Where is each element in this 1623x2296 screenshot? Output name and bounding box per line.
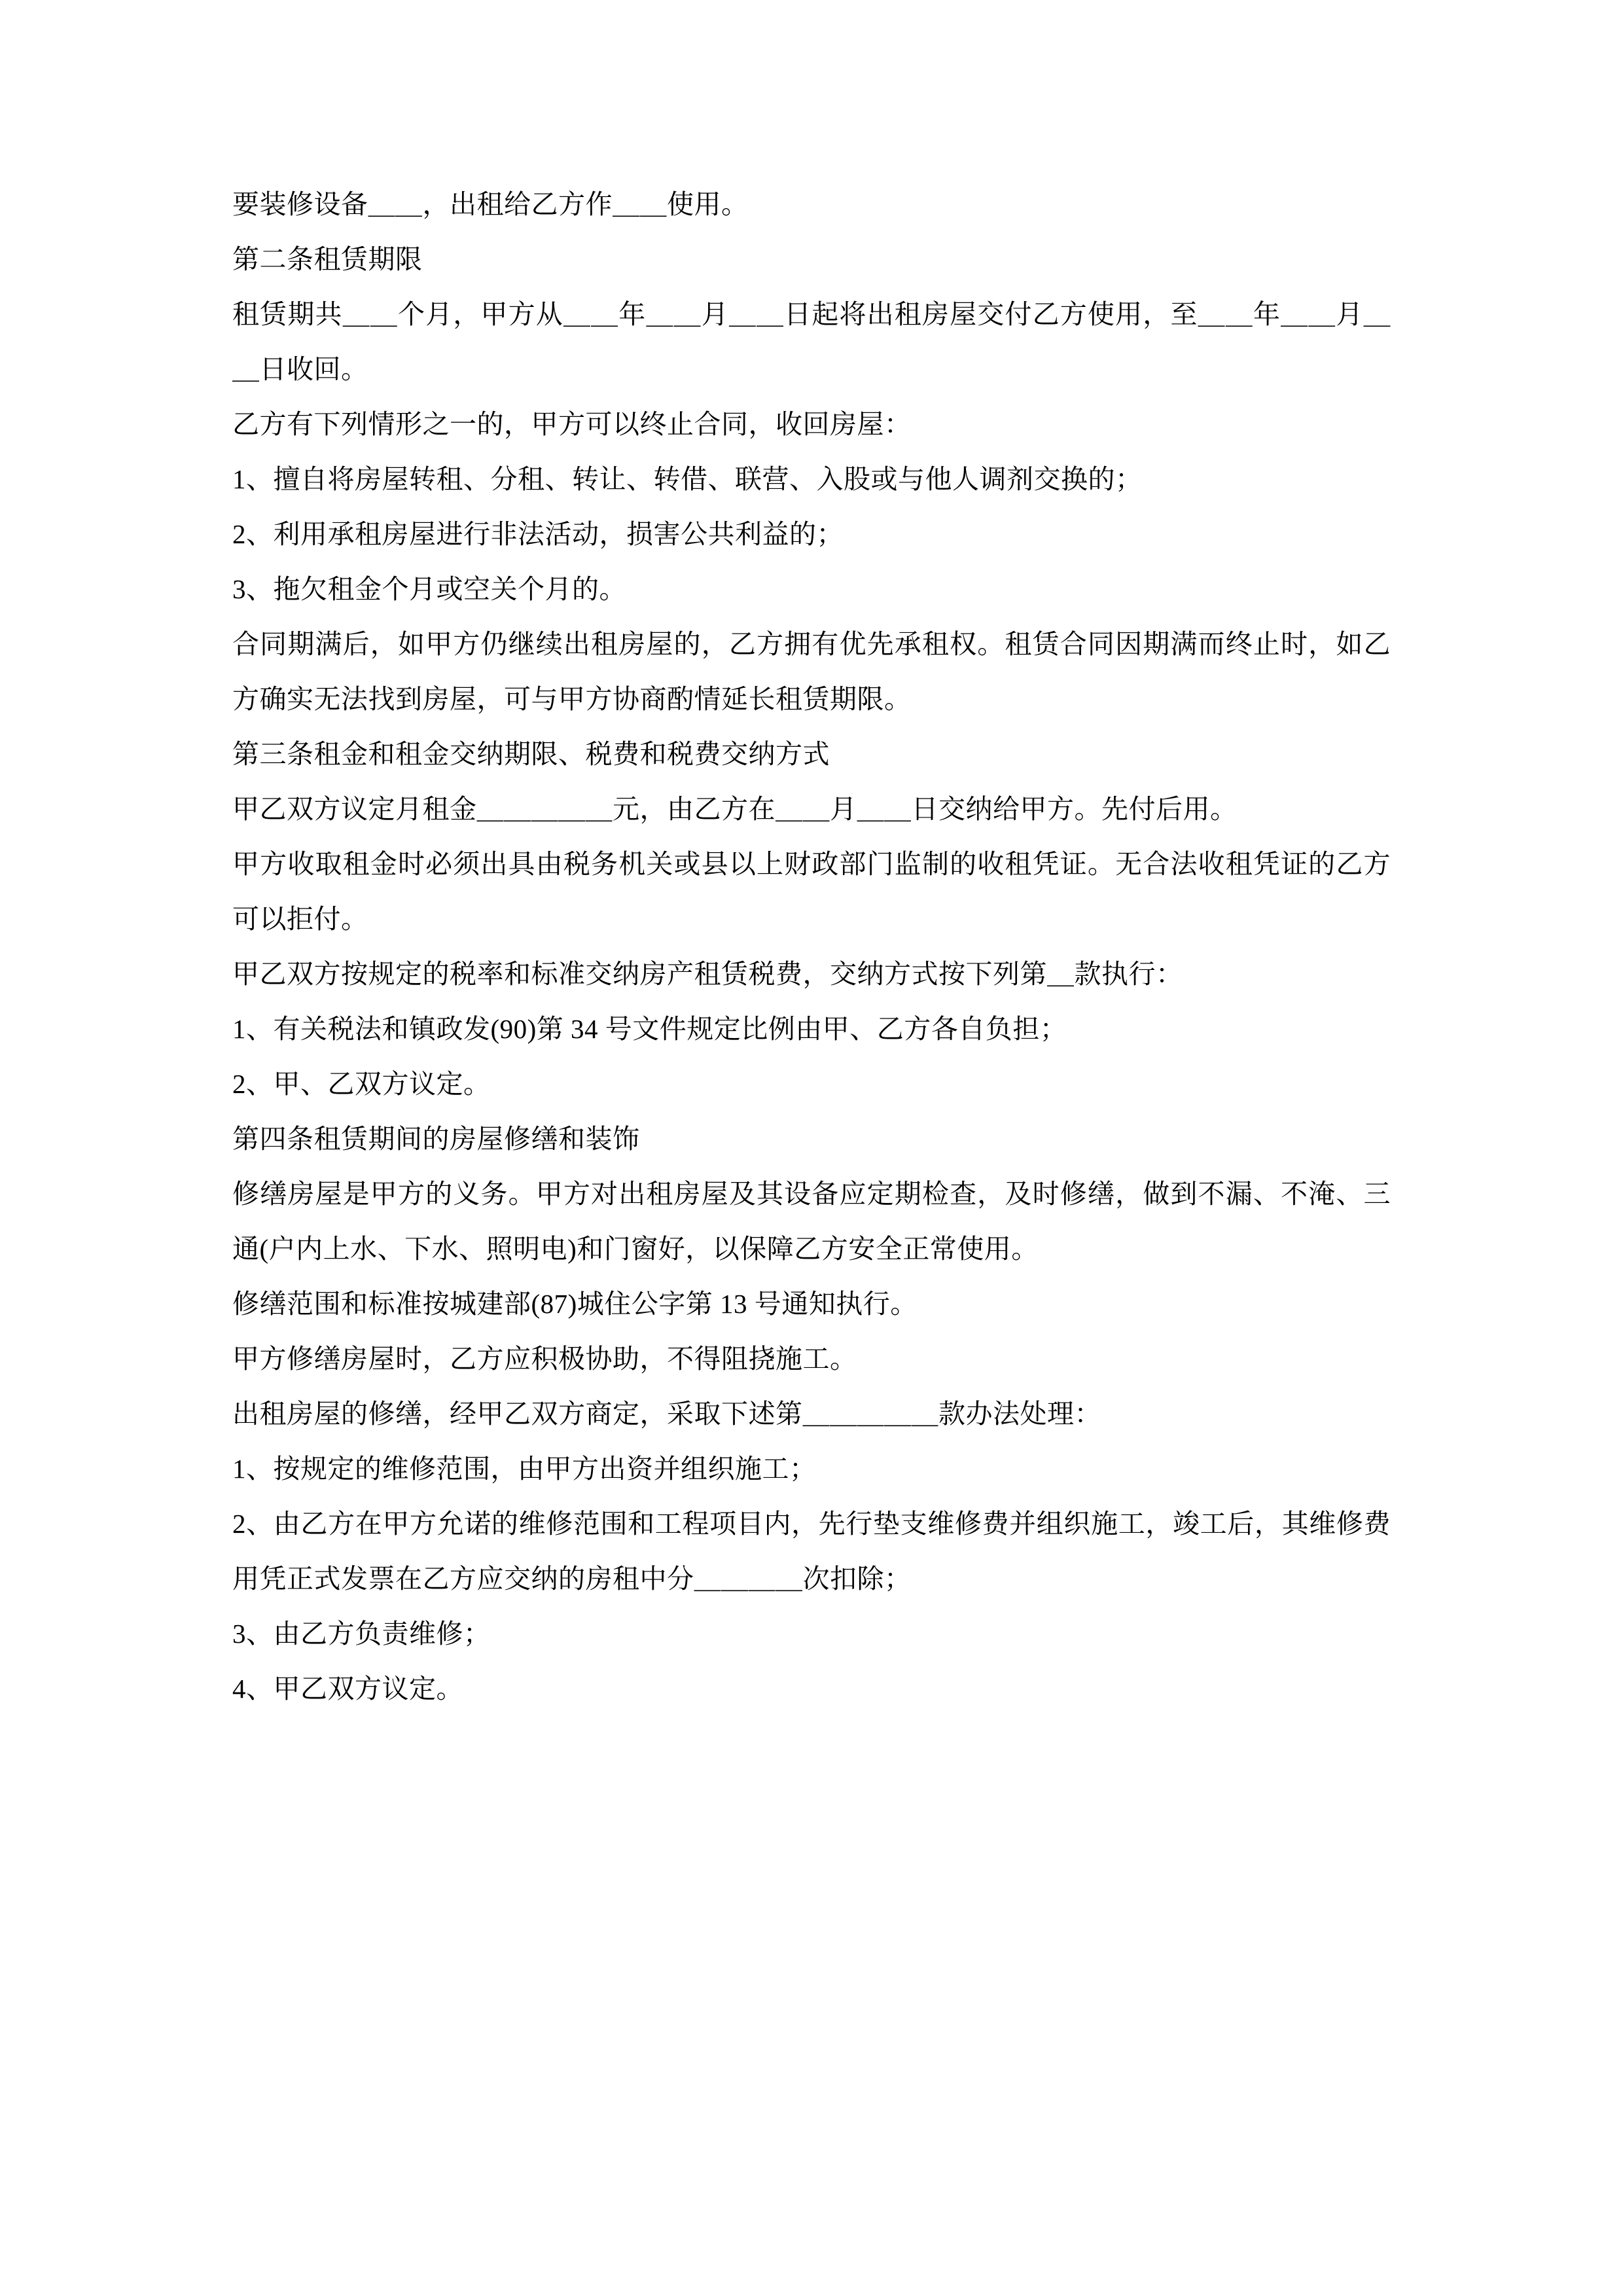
document-body	[232, 177, 1391, 1716]
paragraph: 乙方有下列情形之一的，甲方可以终止合同，收回房屋：	[232, 409, 912, 439]
section-heading-2: 第二条租赁期限	[232, 244, 423, 274]
paragraph: 甲方收取租金时必须出具由税务机关或县以上财政部门监制的收租凭证。无合法收租凭证的乙方可以拒付。	[232, 849, 1391, 934]
paragraph: 租赁期共＿＿个月，甲方从＿＿年＿＿月＿＿日起将出租房屋交付乙方使用，至＿＿年＿＿月＿＿日收回。	[232, 299, 1391, 384]
paragraph: 甲方修缮房屋时，乙方应积极协助，不得阻挠施工。	[232, 1344, 857, 1374]
list-item: 2、利用承租房屋进行非法活动，损害公共利益的；	[232, 519, 844, 549]
paragraph: 修缮范围和标准按城建部(87)城住公字第 13 号通知执行。	[232, 1289, 918, 1319]
paragraph: 要装修设备＿＿，出租给乙方作＿＿使用。	[232, 189, 749, 219]
list-item: 3、拖欠租金个月或空关个月的。	[232, 574, 626, 604]
paragraph: 甲乙双方议定月租金＿＿＿＿＿元，由乙方在＿＿月＿＿日交纳给甲方。先付后用。	[232, 794, 1238, 824]
list-item: 4、甲乙双方议定。	[232, 1674, 463, 1704]
list-item: 2、甲、乙双方议定。	[232, 1069, 491, 1099]
list-item: 2、由乙方在甲方允诺的维修范围和工程项目内，先行垫支维修费并组织施工，竣工后，其维修费用凭正式发票在乙方应交纳的房租中分＿＿＿＿次扣除；	[232, 1509, 1391, 1594]
paragraph: 修缮房屋是甲方的义务。甲方对出租房屋及其设备应定期检查，及时修缮，做到不漏、不淹、三通(户内上水、下水、照明电)和门窗好，以保障乙方安全正常使用。	[232, 1179, 1391, 1264]
list-item: 3、由乙方负责维修；	[232, 1619, 491, 1649]
paragraph: 甲乙双方按规定的税率和标准交纳房产租赁税费，交纳方式按下列第＿款执行：	[232, 959, 1183, 989]
paragraph: 合同期满后，如甲方仍继续出租房屋的，乙方拥有优先承租权。租赁合同因期满而终止时，如乙方确实无法找到房屋，可与甲方协商酌情延长租赁期限。	[232, 629, 1391, 714]
section-heading-3: 第三条租金和租金交纳期限、税费和税费交纳方式	[232, 739, 830, 769]
list-item: 1、擅自将房屋转租、分租、转让、转借、联营、入股或与他人调剂交换的；	[232, 464, 1143, 494]
list-item: 1、按规定的维修范围，由甲方出资并组织施工；	[232, 1454, 817, 1484]
section-heading-4: 第四条租赁期间的房屋修缮和装饰	[232, 1124, 640, 1154]
list-item: 1、有关税法和镇政发(90)第 34 号文件规定比例由甲、乙方各自负担；	[232, 1014, 1067, 1044]
paragraph: 出租房屋的修缮，经甲乙双方商定，采取下述第＿＿＿＿＿款办法处理：	[232, 1399, 1101, 1429]
